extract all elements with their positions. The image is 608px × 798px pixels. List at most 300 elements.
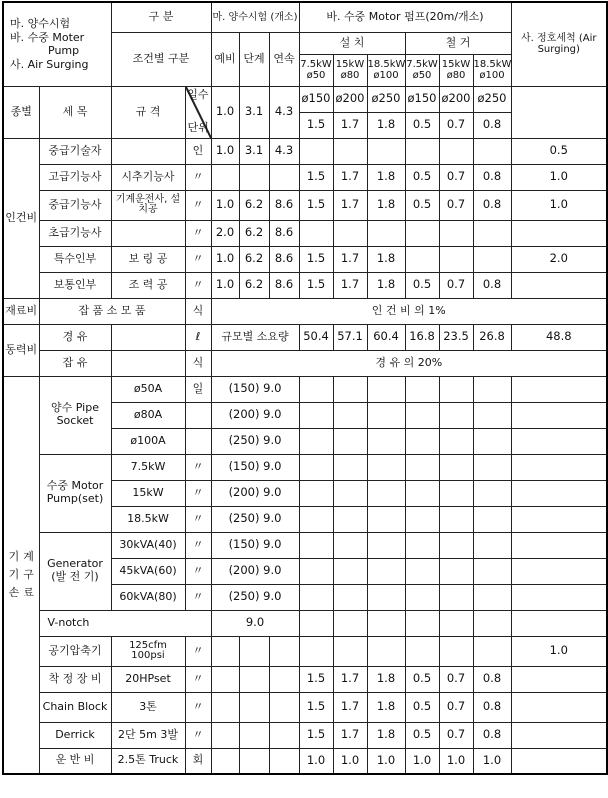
equip-empty [439,428,473,454]
labor-row [3,138,607,164]
equip-empty [211,636,239,666]
labor-pump [405,138,439,164]
labor-ma: 6.2 [239,272,269,298]
equip-row [3,722,607,748]
equip-empty [473,402,511,428]
power-fuel-pump: 16.8 [405,324,439,350]
equip-empty [511,506,607,532]
equip-empty [439,558,473,584]
labor-pump: 0.7 [439,190,473,220]
labor-pump [367,220,405,246]
equip-empty [211,722,239,748]
equip-transport-pump: 1.0 [333,748,367,774]
labor-pump [473,138,511,164]
labor-item: 특수인부 [39,246,111,272]
equip-empty [211,692,239,722]
equip-empty [367,506,405,532]
equip-empty [473,428,511,454]
pump-col-1-dia: ø50 [306,70,326,81]
equip-transport-pump: 1.0 [473,748,511,774]
labor-ma [211,164,239,190]
pump-col-1-kw: 7.5kW [300,58,332,70]
equip-empty [211,666,239,692]
equip-empty [473,532,511,558]
equip-empty [439,584,473,610]
labor-sa [511,272,607,298]
equip-empty [333,584,367,610]
header-condition: 조건별 구분 [111,32,211,86]
equip-transport-pump: 1.0 [367,748,405,774]
pump-col-4 [405,54,439,86]
equip-chain-spec: 3톤 [111,692,185,722]
equip-unit: 일 [185,376,211,402]
power-fuel-pump: 50.4 [299,324,333,350]
equip-spec: 7.5kW [111,454,185,480]
equip-unit: 〃 [185,584,211,610]
pump-col-6-dia: ø100 [479,70,505,81]
pump-days-4: 0.5 [405,112,439,138]
labor-unit: 〃 [185,164,211,190]
pump-col-6 [473,54,511,86]
header-ilsu-danwi [185,86,211,138]
pump-col-4-dia: ø50 [412,70,432,81]
equip-derrick-pump: 0.7 [439,722,473,748]
ma-days-2: 3.1 [239,86,269,138]
equip-empty [367,610,405,636]
equip-unit: 〃 [185,506,211,532]
labor-pump: 1.7 [333,164,367,190]
header-top-left-line2: 바. 수중 Moter [10,30,85,44]
group-material: 재료비 [3,298,39,324]
pump-days-1: 1.5 [299,112,333,138]
equip-derrick-pump: 1.5 [299,722,333,748]
equip-empty [299,558,333,584]
labor-ma: 6.2 [239,246,269,272]
labor-pump [439,246,473,272]
labor-row [3,220,607,246]
labor-spec: 기계운전사, 설치공 [111,190,185,220]
pump-col-2 [333,54,367,86]
equip-unit [185,428,211,454]
equip-chain-pump: 1.7 [333,692,367,722]
labor-ma: 3.1 [239,138,269,164]
equip-empty [299,454,333,480]
equip-spec: 18.5kW [111,506,185,532]
labor-ma: 6.2 [239,220,269,246]
group-equip-char: 계 [23,550,34,564]
labor-pump [299,220,333,246]
equip-empty [473,558,511,584]
equip-empty [511,428,607,454]
labor-ma: 8.6 [269,246,299,272]
diameter-4: ø150 [405,86,439,112]
equip-row [3,376,607,402]
equip-comp-item: 공기압축기 [39,636,111,666]
equip-empty [269,636,299,666]
equip-val: (150) 9.0 [211,532,299,558]
power-fuel-pump: 60.4 [367,324,405,350]
equip-derrick-pump: 0.5 [405,722,439,748]
equip-empty [333,532,367,558]
labor-row [3,190,607,220]
header-gubun: 구 분 [111,2,211,32]
labor-item: 고급기능사 [39,164,111,190]
equip-derrick-item: Derrick [39,722,111,748]
equip-vnotch-item: V-notch [39,610,211,636]
equip-chain-pump: 0.5 [405,692,439,722]
equip-transport-unit: 회 [185,748,211,774]
labor-item: 중급기능사 [39,190,111,220]
equip-empty [333,402,367,428]
equip-unit: 〃 [185,558,211,584]
equip-comp-spec: 125cfm 100psi [111,636,185,666]
equip-empty [473,610,511,636]
labor-sa: 2.0 [511,246,607,272]
equip-row [3,454,607,480]
labor-ma [239,164,269,190]
equip-rig-pump: 1.5 [299,666,333,692]
group-equip-char: 구 [23,567,34,581]
equip-rig-pump: 0.7 [439,666,473,692]
equip-comp-unit: 〃 [185,636,211,666]
header-sa-group: 사. 정호세척 (Air Surging) [511,2,607,86]
equip-derrick-spec: 2단 5m 3발 [111,722,185,748]
equip-empty [367,428,405,454]
equip-empty [405,532,439,558]
equip-empty [511,722,607,748]
labor-ma: 1.0 [211,190,239,220]
equip-chain-pump: 1.8 [367,692,405,722]
labor-ma: 1.0 [211,138,239,164]
equip-empty [473,636,511,666]
labor-pump [439,220,473,246]
labor-unit: 〃 [185,272,211,298]
labor-pump: 0.5 [405,190,439,220]
diameter-1: ø150 [299,86,333,112]
header-top-left [3,2,111,86]
header-ma-col-1: 예비 [211,32,239,86]
equip-transport-pump: 1.0 [299,748,333,774]
equip-empty [299,480,333,506]
equip-empty [405,454,439,480]
power-fuel-pump: 57.1 [333,324,367,350]
equip-rig-pump: 0.8 [473,666,511,692]
labor-pump: 1.8 [367,190,405,220]
material-row [3,298,607,324]
labor-pump: 0.8 [473,190,511,220]
equip-empty [299,610,333,636]
header-ma-group: 마. 양수시험 (개소) [211,2,299,32]
pump-col-5 [439,54,473,86]
labor-pump: 1.5 [299,164,333,190]
equip-empty [473,480,511,506]
labor-spec: 보 링 공 [111,246,185,272]
labor-ma: 8.6 [269,220,299,246]
power-misc-unit: 식 [185,350,211,376]
equip-empty [439,506,473,532]
diameter-3: ø250 [367,86,405,112]
equip-empty [269,666,299,692]
labor-ma: 6.2 [239,190,269,220]
equip-val: (200) 9.0 [211,402,299,428]
equip-empty [511,376,607,402]
equip-empty [367,376,405,402]
equip-empty [439,610,473,636]
power-fuel-text: 규모별 소요량 [211,324,299,350]
equip-empty [299,506,333,532]
equip-empty [405,402,439,428]
pump-col-2-kw: 15kW [335,58,365,70]
equip-spec: 15kW [111,480,185,506]
equip-unit: 〃 [185,480,211,506]
equip-empty [511,454,607,480]
equip-row [3,532,607,558]
equip-val: (150) 9.0 [211,454,299,480]
equip-empty [511,480,607,506]
labor-unit: 〃 [185,220,211,246]
pump-col-1 [299,54,333,86]
equip-empty [269,722,299,748]
labor-pump [333,138,367,164]
labor-sa [511,220,607,246]
labor-pump: 0.5 [405,164,439,190]
equip-empty [405,636,439,666]
labor-pump: 1.7 [333,272,367,298]
equip-empty [299,402,333,428]
equip-empty [473,584,511,610]
header-top-left-line4: 사. Air Surging [10,58,89,71]
labor-pump: 1.5 [299,190,333,220]
group-equip-char: 손 [8,585,20,599]
equip-spec: ø50A [111,376,185,402]
equip-rig-pump: 0.5 [405,666,439,692]
equip-rig-pump: 1.8 [367,666,405,692]
power-fuel-spec [111,324,185,350]
labor-pump: 1.8 [367,164,405,190]
equip-empty [239,636,269,666]
labor-unit: 인 [185,138,211,164]
header-gyugyeok: 규 격 [111,86,185,138]
diameter-5: ø200 [439,86,473,112]
pump-col-5-kw: 15kW [441,58,471,70]
equip-empty [405,480,439,506]
equip-unit: 〃 [185,532,211,558]
equip-chain-pump: 0.7 [439,692,473,722]
labor-pump [405,220,439,246]
header-ma-col-2: 단계 [239,32,269,86]
equip-comp-sa: 1.0 [511,636,607,666]
equip-empty [239,692,269,722]
equip-empty [367,454,405,480]
ma-days-3: 4.3 [269,86,299,138]
equip-rig-unit: 〃 [185,666,211,692]
labor-pump [473,246,511,272]
equip-val: (200) 9.0 [211,558,299,584]
equip-empty [511,532,607,558]
labor-pump: 1.7 [333,190,367,220]
labor-spec [111,138,185,164]
labor-sa: 1.0 [511,190,607,220]
equip-empty [405,428,439,454]
equip-empty [299,532,333,558]
power-fuel-unit: ℓ [185,324,211,350]
power-row [3,350,607,376]
diameter-2: ø200 [333,86,367,112]
header-ba-group: 바. 수중 Motor 펌프(20m/개소) [299,2,511,32]
equip-derrick-unit: 〃 [185,722,211,748]
labor-row [3,164,607,190]
pump-col-5-dia: ø80 [446,70,466,81]
equip-rig-item: 착 정 장 비 [39,666,111,692]
equip-empty [333,558,367,584]
equip-spec: ø80A [111,402,185,428]
equip-empty [211,748,239,774]
labor-spec: 조 력 공 [111,272,185,298]
equip-empty [299,636,333,666]
equip-spec: 45kVA(60) [111,558,185,584]
header-semok: 세 목 [39,86,111,138]
labor-spec [111,220,185,246]
equip-row [3,748,607,774]
header-ilsu: 일수 [187,87,209,101]
equip-chain-pump: 0.8 [473,692,511,722]
pump-days-3: 1.8 [367,112,405,138]
equip-vnotch-val: 9.0 [211,610,299,636]
equip-row [3,610,607,636]
equip-unit [185,402,211,428]
equip-chain-unit: 〃 [185,692,211,722]
power-misc-text: 경 유 의 20% [211,350,607,376]
pump-col-3-kw: 18.5kW [367,58,406,70]
equip-val: (250) 9.0 [211,428,299,454]
labor-ma: 4.3 [269,138,299,164]
equip-empty [367,532,405,558]
equip-empty [299,428,333,454]
equip-row [3,692,607,722]
equip-empty [367,584,405,610]
labor-row [3,272,607,298]
power-misc-item: 잡 유 [39,350,111,376]
header-remove: 철 거 [405,32,511,54]
equip-empty [367,402,405,428]
group-equip-char: 기 [8,550,20,564]
labor-sa: 1.0 [511,164,607,190]
equip-derrick-pump: 0.8 [473,722,511,748]
material-unit: 식 [185,298,211,324]
equip-empty [473,454,511,480]
material-text: 인 건 비 의 1% [211,298,607,324]
cost-table-container [2,1,597,795]
labor-item: 초급기능사 [39,220,111,246]
labor-sa: 0.5 [511,138,607,164]
equip-empty [405,584,439,610]
group-equip-char: 기 [8,567,20,581]
equip-empty [511,748,607,774]
labor-unit: 〃 [185,190,211,220]
equip-spec: 30kVA(40) [111,532,185,558]
header-jongbyeol: 종별 [3,86,39,138]
equip-empty [299,376,333,402]
power-fuel-pump: 23.5 [439,324,473,350]
equip-empty [367,480,405,506]
labor-ma: 8.6 [269,272,299,298]
equip-empty [439,480,473,506]
equip-empty [333,480,367,506]
labor-ma: 1.0 [211,272,239,298]
equip-empty [511,584,607,610]
labor-pump: 0.5 [405,272,439,298]
equip-empty [439,532,473,558]
labor-pump: 1.8 [367,246,405,272]
labor-ma: 2.0 [211,220,239,246]
header-top-left-line1: 마. 양수시험 [10,16,71,30]
labor-pump: 1.5 [299,246,333,272]
equip-empty [333,506,367,532]
equip-spec: ø100A [111,428,185,454]
labor-pump [367,138,405,164]
labor-pump [473,220,511,246]
equip-empty [511,610,607,636]
pump-days-5: 0.7 [439,112,473,138]
equip-empty [511,692,607,722]
labor-pump: 0.8 [473,272,511,298]
equip-empty [405,610,439,636]
labor-item: 보통인부 [39,272,111,298]
equip-empty [473,376,511,402]
equip-empty [439,376,473,402]
pump-col-6-kw: 18.5kW [473,58,512,70]
equip-empty [333,376,367,402]
equip-empty [333,428,367,454]
equip-val: (250) 9.0 [211,584,299,610]
labor-row [3,246,607,272]
header-top-left-line3: Pump [48,44,80,58]
equip-derrick-pump: 1.8 [367,722,405,748]
labor-pump: 0.7 [439,164,473,190]
labor-item: 중급기술자 [39,138,111,164]
labor-ma: 1.0 [211,246,239,272]
power-misc-spec [111,350,185,376]
labor-pump [333,220,367,246]
power-fuel-sa: 48.8 [511,324,607,350]
group-power: 동력비 [3,324,39,376]
labor-ma [269,164,299,190]
equip-row [3,666,607,692]
equip-empty [333,636,367,666]
equip-empty [269,748,299,774]
equip-transport-item: 운 반 비 [39,748,111,774]
equip-empty [405,506,439,532]
pump-days-2: 1.7 [333,112,367,138]
equip-empty [367,636,405,666]
power-fuel-pump: 26.8 [473,324,511,350]
power-row [3,324,607,350]
equip-empty [511,402,607,428]
labor-unit: 〃 [185,246,211,272]
labor-ma: 8.6 [269,190,299,220]
labor-pump [299,138,333,164]
group-labor: 인건비 [3,138,39,298]
pump-col-3 [367,54,405,86]
equip-empty [239,666,269,692]
equip-empty [439,454,473,480]
diameter-6: ø250 [473,86,511,112]
equip-derrick-pump: 1.7 [333,722,367,748]
equip-empty [239,722,269,748]
labor-pump: 1.5 [299,272,333,298]
labor-pump: 1.7 [333,246,367,272]
material-item: 잡 품 소 모 품 [39,298,185,324]
